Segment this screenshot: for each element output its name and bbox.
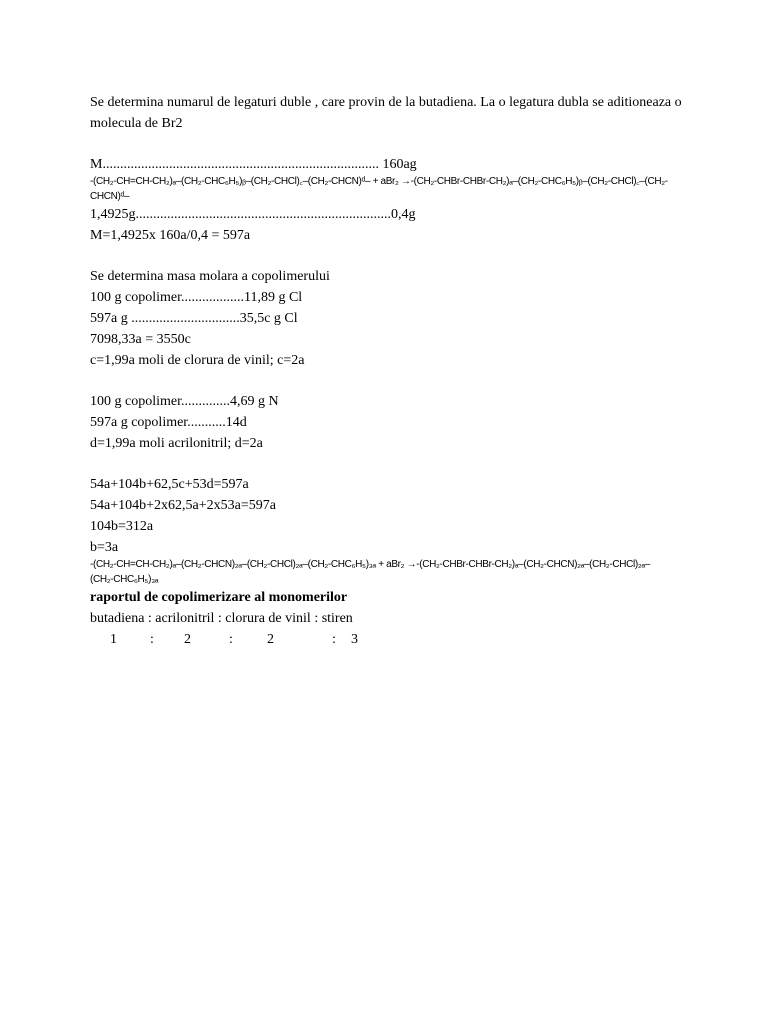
mass-balance-equation: 54a+104b+2x62,5a+2x53a=597a bbox=[90, 498, 276, 513]
acrylonitrile-result: d=1,99a moli acrilonitril; d=2a bbox=[90, 436, 263, 451]
chlorine-proportion-line: 597a g ...............................35,5c g Cl bbox=[90, 311, 298, 326]
section-heading: Se determina masa molara a copolimerului bbox=[90, 269, 330, 284]
nitrogen-proportion-line: 597a g copolimer...........14d bbox=[90, 415, 247, 430]
ratio-value-vinyl-chloride: 2 bbox=[267, 632, 274, 647]
spacer bbox=[90, 454, 690, 474]
styrene-result: b=3a bbox=[90, 540, 119, 555]
vinyl-chloride-result: c=1,99a moli de clorura de vinil; c=2a bbox=[90, 353, 305, 368]
ratio-row bbox=[90, 629, 690, 650]
final-bromination-equation: -(CH₂-CH=CH-CH₂)ₐ–(CH₂-CHCN)₂ₐ–(CH₂-CHCl)₂ₐ–(CH₂-CHC₆H₅)₃ₐ + aBr₂ →-(CH₂-CHBr-CHBr-CH₂)ₐ–(CH₂-CHCN)₂ₐ–(CH₂-CHCl)₂ₐ–(CH₂-CHC₆H₅)₃ₐ bbox=[90, 559, 651, 585]
spacer bbox=[90, 134, 690, 154]
mass-balance-equation: 54a+104b+62,5c+53d=597a bbox=[90, 477, 249, 492]
molar-mass-proportion-line: M............................................................................... 160ag bbox=[90, 157, 417, 172]
spacer bbox=[90, 371, 690, 391]
ratio-separator: : bbox=[150, 632, 154, 647]
ratio-value-acrylonitrile: 2 bbox=[184, 632, 191, 647]
mass-balance-equation: 104b=312a bbox=[90, 519, 154, 534]
chlorine-proportion-line: 100 g copolimer..................11,89 g Cl bbox=[90, 290, 303, 305]
ratio-value-styrene: 3 bbox=[351, 632, 358, 647]
mass-proportion-line: 1,4925g.........................................................................0,4g bbox=[90, 207, 416, 222]
spacer bbox=[90, 246, 690, 266]
bromination-equation: -(CH₂-CH=CH-CH₂)ₐ–(CH₂-CHC₆H₅)ᵦ–(CH₂-CHCl)꜀–(CH₂-CHCN)ᵈ– + aBr₂ →-(CH₂-CHBr-CHBr-CH₂)ₐ–(CH₂-CHC₆H₅)ᵦ–(CH₂-CHCl)꜀–(CH₂-CHCN)ᵈ– bbox=[90, 176, 668, 202]
intro-paragraph: Se determina numarul de legaturi duble , care provin de la butadiena. La o legatura dubla se aditioneaza o molecula de Br2 bbox=[90, 95, 682, 131]
ratio-separator: : bbox=[332, 632, 336, 647]
nitrogen-proportion-line: 100 g copolimer..............4,69 g N bbox=[90, 394, 279, 409]
conclusion-title: raportul de copolimerizare al monomerilor bbox=[90, 590, 348, 605]
ratio-value-butadiene: 1 bbox=[110, 632, 117, 647]
molar-mass-result: M=1,4925x 160a/0,4 = 597a bbox=[90, 228, 251, 243]
chlorine-equation: 7098,33a = 3550c bbox=[90, 332, 191, 347]
document-page bbox=[90, 92, 690, 650]
ratio-separator: : bbox=[229, 632, 233, 647]
monomer-names: butadiena : acrilonitril : clorura de vinil : stiren bbox=[90, 611, 353, 626]
